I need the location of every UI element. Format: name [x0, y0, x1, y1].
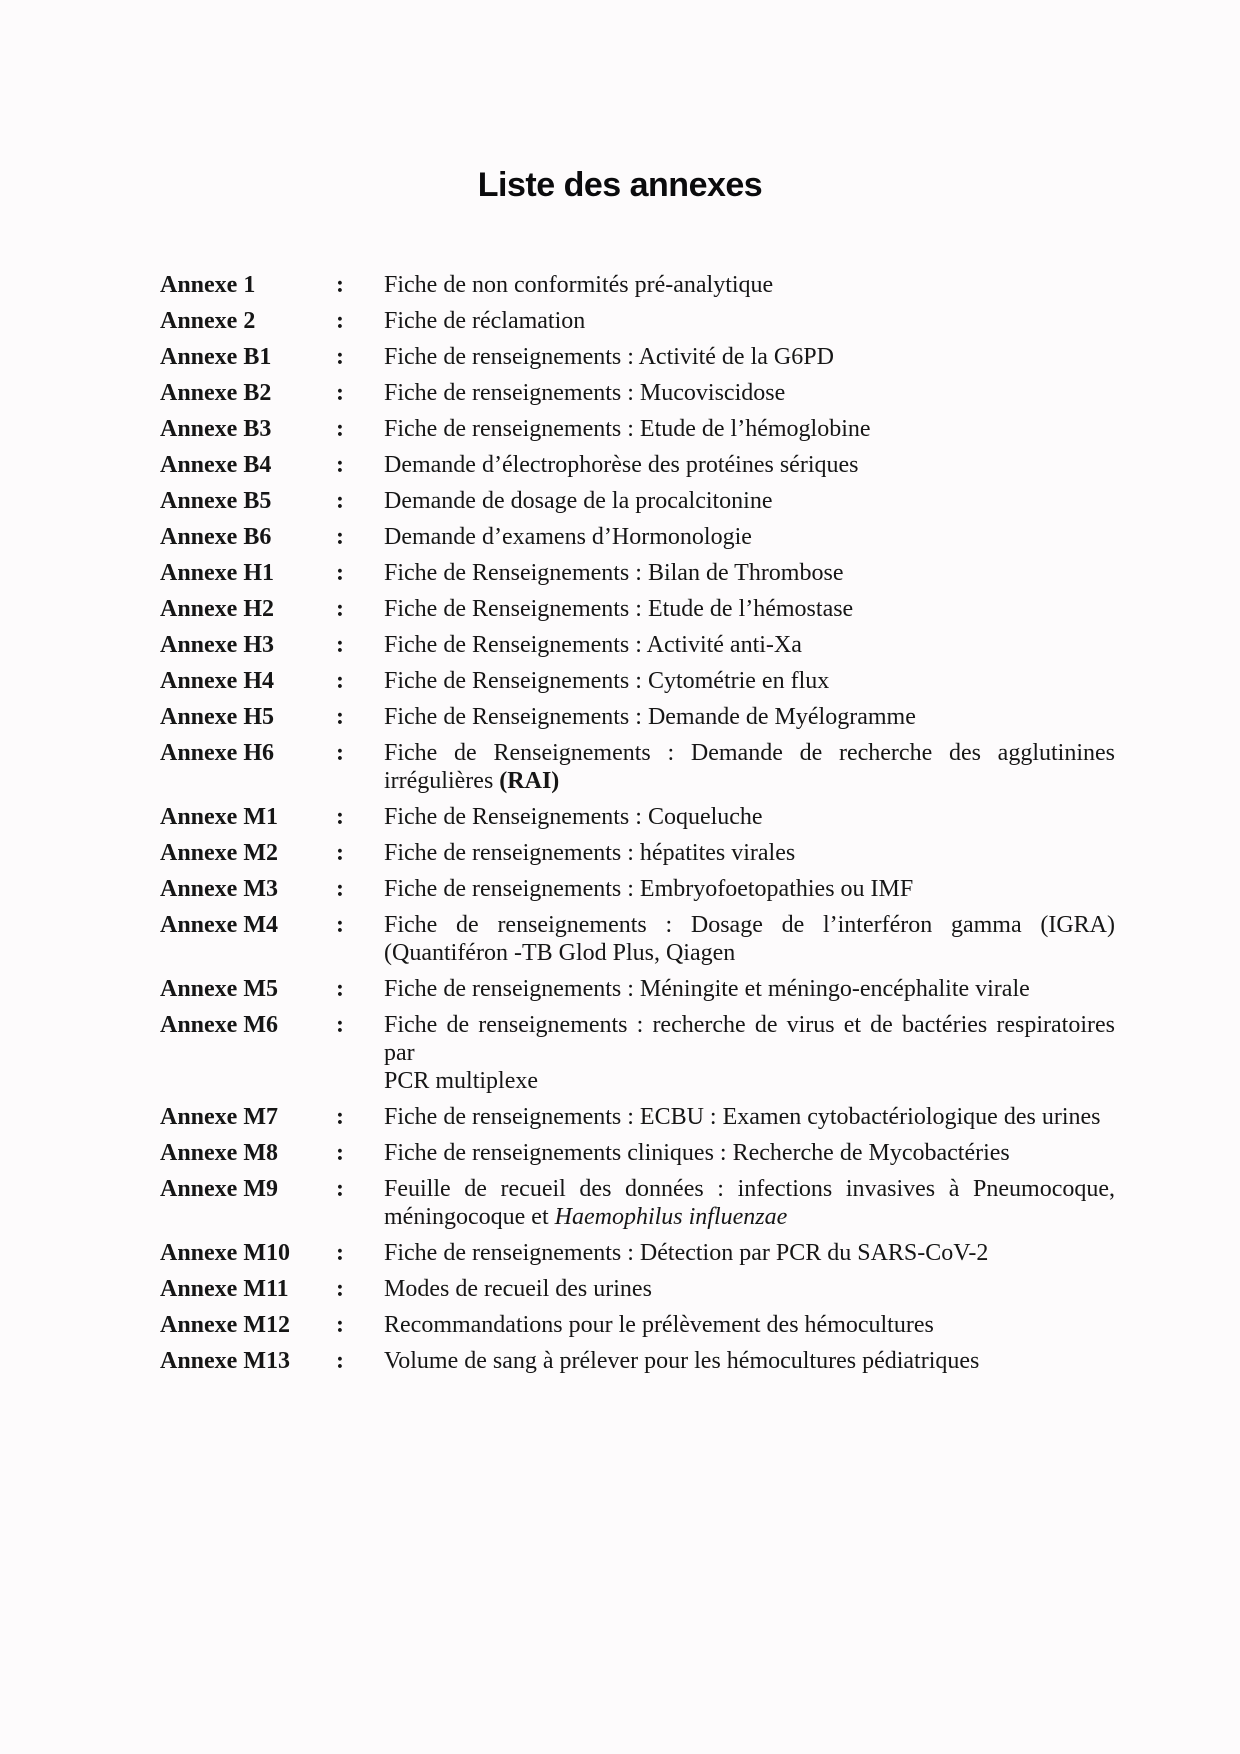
annex-label: Annexe H5 — [160, 704, 274, 730]
annex-description-line — [384, 559, 1115, 587]
annex-description — [384, 343, 1115, 371]
annex-colon: : — [336, 804, 344, 830]
annex-description — [384, 1347, 1115, 1375]
annex-colon: : — [336, 740, 344, 766]
annex-description — [384, 631, 1115, 659]
annex-description-line — [384, 803, 1115, 831]
annex-description-line — [384, 271, 1115, 299]
annex-label: Annexe M1 — [160, 804, 278, 830]
annex-description — [384, 839, 1115, 867]
annex-description — [384, 271, 1115, 299]
annex-colon: : — [336, 1176, 344, 1202]
annex-description — [384, 875, 1115, 903]
annex-row — [160, 839, 1115, 867]
text-segment: Fiche de renseignements : Dosage de l’interféron gamma (IGRA) — [384, 912, 1115, 938]
annex-description — [384, 451, 1115, 479]
annex-label: Annexe B4 — [160, 452, 272, 478]
annex-description-line — [384, 911, 1115, 939]
annex-row — [160, 595, 1115, 623]
annex-row — [160, 271, 1115, 299]
annex-description-line — [384, 595, 1115, 623]
annex-label: Annexe M11 — [160, 1276, 289, 1302]
annex-description-line — [384, 939, 1115, 967]
annex-description — [384, 975, 1115, 1003]
annex-description-line — [384, 1139, 1115, 1167]
text-segment: Volume de sang à prélever pour les hémocultures pédiatriques — [384, 1348, 980, 1374]
annex-colon: : — [336, 912, 344, 938]
annex-label: Annexe H4 — [160, 668, 274, 694]
annex-row — [160, 379, 1115, 407]
annex-label: Annexe B3 — [160, 416, 272, 442]
annex-description — [384, 1239, 1115, 1267]
annex-description-line — [384, 1067, 1115, 1095]
text-segment: Fiche de Renseignements : Coqueluche — [384, 804, 763, 830]
annex-row — [160, 1139, 1115, 1167]
annex-colon: : — [336, 272, 344, 298]
annex-colon: : — [336, 488, 344, 514]
annex-row — [160, 1275, 1115, 1303]
annex-colon: : — [336, 1104, 344, 1130]
text-segment: Fiche de Renseignements : Demande de Myélogramme — [384, 704, 916, 730]
annex-description-line — [384, 1103, 1115, 1131]
annex-label: Annexe 2 — [160, 308, 256, 334]
annex-colon: : — [336, 1348, 344, 1374]
annex-description-line — [384, 343, 1115, 371]
annex-row — [160, 307, 1115, 335]
annex-label: Annexe M12 — [160, 1312, 290, 1338]
text-segment: Fiche de renseignements : Détection par PCR du SARS-CoV-2 — [384, 1240, 989, 1266]
annex-colon: : — [336, 1312, 344, 1338]
annex-colon: : — [336, 344, 344, 370]
annex-description-line — [384, 703, 1115, 731]
text-segment: Fiche de Renseignements : Activité anti-Xa — [384, 632, 802, 658]
text-segment: PCR multiplexe — [384, 1068, 539, 1094]
annex-description — [384, 595, 1115, 623]
annex-description — [384, 523, 1115, 551]
annex-description — [384, 1011, 1115, 1095]
annex-label: Annexe M10 — [160, 1240, 290, 1266]
annex-colon: : — [336, 1276, 344, 1302]
annex-row — [160, 803, 1115, 831]
annex-description — [384, 487, 1115, 515]
annex-description — [384, 1175, 1115, 1231]
annex-label: Annexe H1 — [160, 560, 274, 586]
annex-description-line — [384, 307, 1115, 335]
annex-description-line — [384, 1347, 1115, 1375]
annex-colon: : — [336, 380, 344, 406]
annex-colon: : — [336, 524, 344, 550]
text-segment: Fiche de renseignements : Embryofoetopathies ou IMF — [384, 876, 914, 902]
annex-colon: : — [336, 1012, 344, 1038]
annex-label: Annexe M9 — [160, 1176, 278, 1202]
annex-row — [160, 1175, 1115, 1231]
annex-description — [384, 379, 1115, 407]
annex-description — [384, 739, 1115, 795]
annex-row — [160, 875, 1115, 903]
text-segment: Demande d’examens d’Hormonologie — [384, 524, 752, 550]
annex-row — [160, 1103, 1115, 1131]
text-segment: Fiche de Renseignements : Etude de l’hémostase — [384, 596, 854, 622]
text-segment: Demande d’électrophorèse des protéines sériques — [384, 452, 859, 478]
annex-row — [160, 1239, 1115, 1267]
annex-row — [160, 343, 1115, 371]
annex-description-line — [384, 523, 1115, 551]
annex-label: Annexe H2 — [160, 596, 274, 622]
annex-description — [384, 703, 1115, 731]
annex-label: Annexe B2 — [160, 380, 272, 406]
annex-description — [384, 1311, 1115, 1339]
annex-row — [160, 487, 1115, 515]
text-segment: Fiche de renseignements : recherche de virus et de bactéries respiratoires par — [384, 1012, 1115, 1066]
text-segment: (RAI) — [499, 768, 560, 794]
annex-description-line — [384, 1311, 1115, 1339]
text-segment: Fiche de renseignements : Méningite et méningo-encéphalite virale — [384, 976, 1030, 1002]
annex-label: Annexe B6 — [160, 524, 272, 550]
annex-row — [160, 415, 1115, 443]
text-segment: Feuille de recueil des données : infections invasives à Pneumocoque, — [384, 1176, 1115, 1202]
text-segment: méningocoque et — [384, 1204, 555, 1230]
annex-colon: : — [336, 1240, 344, 1266]
annex-description — [384, 559, 1115, 587]
annex-description — [384, 1103, 1115, 1131]
annex-description-line — [384, 767, 1115, 795]
annex-description-line — [384, 739, 1115, 767]
text-segment: Fiche de Renseignements : Demande de recherche des agglutinines — [384, 740, 1115, 766]
annex-colon: : — [336, 668, 344, 694]
annex-label: Annexe M3 — [160, 876, 278, 902]
annex-colon: : — [336, 560, 344, 586]
annex-colon: : — [336, 876, 344, 902]
text-segment: Fiche de renseignements : Mucoviscidose — [384, 380, 786, 406]
annex-description-line — [384, 667, 1115, 695]
annex-label: Annexe H3 — [160, 632, 274, 658]
annex-colon: : — [336, 308, 344, 334]
text-segment: irrégulières — [384, 768, 500, 794]
annex-description — [384, 1275, 1115, 1303]
annex-description — [384, 667, 1115, 695]
annex-description-line — [384, 1239, 1115, 1267]
annex-label: Annexe M7 — [160, 1104, 278, 1130]
annex-label: Annexe M2 — [160, 840, 278, 866]
annex-row — [160, 451, 1115, 479]
annex-colon: : — [336, 840, 344, 866]
annex-row — [160, 559, 1115, 587]
annex-colon: : — [336, 452, 344, 478]
annex-row — [160, 631, 1115, 659]
annex-label: Annexe M13 — [160, 1348, 290, 1374]
annex-label: Annexe M4 — [160, 912, 278, 938]
annex-label: Annexe M8 — [160, 1140, 278, 1166]
text-segment: Fiche de réclamation — [384, 308, 586, 334]
annex-description — [384, 1139, 1115, 1167]
annex-colon: : — [336, 1140, 344, 1166]
annex-description-line — [384, 487, 1115, 515]
annex-description — [384, 803, 1115, 831]
annex-label: Annexe M5 — [160, 976, 278, 1002]
text-segment: Demande de dosage de la procalcitonine — [384, 488, 773, 514]
annex-description-line — [384, 415, 1115, 443]
annex-description-line — [384, 839, 1115, 867]
annex-label: Annexe H6 — [160, 740, 274, 766]
annex-description — [384, 911, 1115, 967]
text-segment: Fiche de renseignements : Activité de la G6PD — [384, 344, 834, 370]
text-segment: Fiche de Renseignements : Cytométrie en flux — [384, 668, 830, 694]
annex-colon: : — [336, 596, 344, 622]
annex-row — [160, 703, 1115, 731]
text-segment: Modes de recueil des urines — [384, 1276, 652, 1302]
annex-row — [160, 523, 1115, 551]
text-segment: Fiche de renseignements : hépatites virales — [384, 840, 796, 866]
text-segment: Fiche de renseignements : ECBU : Examen cytobactériologique des urines — [384, 1104, 1101, 1130]
annex-description-line — [384, 379, 1115, 407]
annex-row — [160, 975, 1115, 1003]
annex-description — [384, 307, 1115, 335]
annex-label: Annexe 1 — [160, 272, 256, 298]
annex-label: Annexe B5 — [160, 488, 272, 514]
text-segment: (Quantiféron -TB Glod Plus, Qiagen — [384, 940, 736, 966]
annex-colon: : — [336, 632, 344, 658]
annex-description-line — [384, 975, 1115, 1003]
text-segment: Haemophilus influenzae — [554, 1204, 788, 1230]
annex-row — [160, 667, 1115, 695]
annex-label: Annexe B1 — [160, 344, 272, 370]
annex-colon: : — [336, 704, 344, 730]
annex-row — [160, 739, 1115, 795]
page-title: Liste des annexes — [477, 166, 763, 204]
text-segment: Fiche de renseignements : Etude de l’hémoglobine — [384, 416, 871, 442]
text-segment: Fiche de Renseignements : Bilan de Thrombose — [384, 560, 844, 586]
annex-description-line — [384, 875, 1115, 903]
annex-description-line — [384, 631, 1115, 659]
annex-description-line — [384, 1175, 1115, 1203]
annex-colon: : — [336, 976, 344, 1002]
annex-description-line — [384, 1203, 1115, 1231]
annex-description-line — [384, 451, 1115, 479]
text-segment: Fiche de non conformités pré-analytique — [384, 272, 774, 298]
annex-row — [160, 1347, 1115, 1375]
annex-colon: : — [336, 416, 344, 442]
annex-description-line — [384, 1011, 1115, 1067]
annex-list — [160, 271, 1115, 1375]
annex-description-line — [384, 1275, 1115, 1303]
annex-row — [160, 1011, 1115, 1095]
annex-description — [384, 415, 1115, 443]
text-segment: Recommandations pour le prélèvement des hémocultures — [384, 1312, 934, 1338]
annex-row — [160, 1311, 1115, 1339]
annex-row — [160, 911, 1115, 967]
annex-label: Annexe M6 — [160, 1012, 278, 1038]
text-segment: Fiche de renseignements cliniques : Recherche de Mycobactéries — [384, 1140, 1010, 1166]
